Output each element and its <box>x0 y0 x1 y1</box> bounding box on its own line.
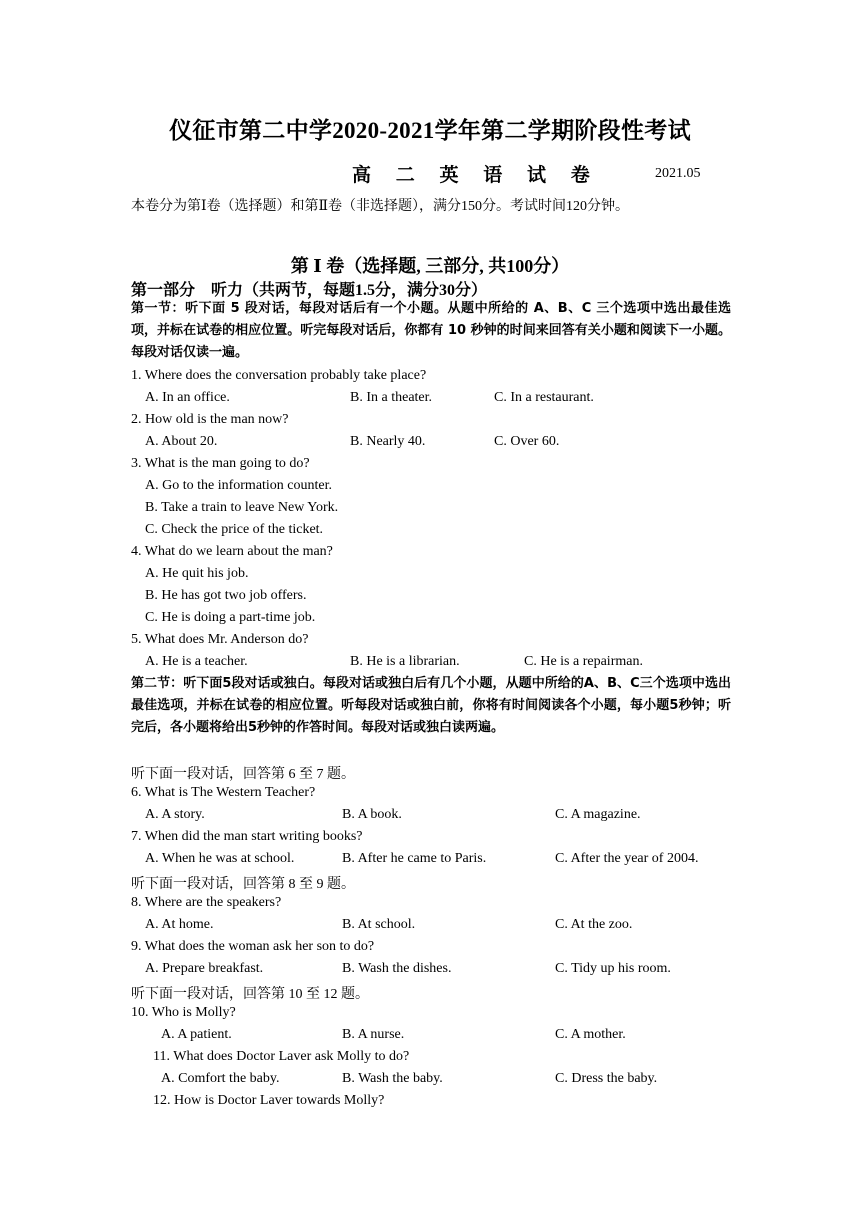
option-a: A. He is a teacher. <box>145 654 248 669</box>
option-b: B. A nurse. <box>342 1027 405 1042</box>
question-stem: 10. Who is Molly? <box>131 1005 236 1020</box>
listening-cue: 听下面一段对话，回答第 8 至 9 题。 <box>131 877 355 892</box>
option-b: B. Wash the dishes. <box>342 961 452 976</box>
section1-instruction: 第一节：听下面 5 段对话，每段对话后有一个小题。从题中所给的 A、B、C 三个选项中选出最佳选项，并标在试卷的相应位置。听完每段对话后，你都有 10 秒钟的时间来回答有关小题和阅读下一小题。每段对话仅读一遍。 <box>131 301 731 360</box>
option-a: A. About 20. <box>145 434 218 449</box>
question-stem: 6. What is The Western Teacher? <box>131 785 316 800</box>
option-c: C. At the zoo. <box>555 917 633 932</box>
listening-cue: 听下面一段对话，回答第 10 至 12 题。 <box>131 987 369 1002</box>
option-c: C. In a restaurant. <box>494 390 594 405</box>
option-c: C. After the year of 2004. <box>555 851 699 866</box>
option-b: B. Nearly 40. <box>350 434 426 449</box>
question-stem: 12. How is Doctor Laver towards Molly? <box>153 1093 385 1108</box>
option-b: B. Take a train to leave New York. <box>145 500 339 515</box>
option-b: B. In a theater. <box>350 390 433 405</box>
question-stem: 7. When did the man start writing books? <box>131 829 363 844</box>
option-c: C. Dress the baby. <box>555 1071 658 1086</box>
option-c: C. Over 60. <box>494 434 560 449</box>
exam-title: 仪征市第二中学2020-2021学年第二学期阶段性考试 <box>169 118 691 143</box>
part-title: 第一部分 听力（共两节，每题1.5分，满分30分） <box>131 282 488 299</box>
option-b: B. He is a librarian. <box>350 654 460 669</box>
option-a: A. Go to the information counter. <box>145 478 333 493</box>
exam-subtitle: 高 二 英 语 试 卷 <box>352 165 600 186</box>
option-b: B. At school. <box>342 917 416 932</box>
option-c: C. Check the price of the ticket. <box>145 522 324 537</box>
question-stem: 11. What does Doctor Laver ask Molly to do? <box>153 1049 410 1064</box>
option-c: C. A magazine. <box>555 807 641 822</box>
option-a: A. In an office. <box>145 390 230 405</box>
option-a: A. Comfort the baby. <box>161 1071 280 1086</box>
question-stem: 8. Where are the speakers? <box>131 895 282 910</box>
option-c: C. A mother. <box>555 1027 626 1042</box>
option-a: A. A story. <box>145 807 205 822</box>
option-a: A. When he was at school. <box>145 851 295 866</box>
option-c: C. He is a repairman. <box>524 654 643 669</box>
question-stem: 3. What is the man going to do? <box>131 456 310 471</box>
option-a: A. At home. <box>145 917 214 932</box>
option-a: A. Prepare breakfast. <box>145 961 264 976</box>
listening-cue: 听下面一段对话，回答第 6 至 7 题。 <box>131 767 355 782</box>
option-c: C. He is doing a part-time job. <box>145 610 316 625</box>
option-c: C. Tidy up his room. <box>555 961 671 976</box>
option-b: B. A book. <box>342 807 402 822</box>
question-stem: 1. Where does the conversation probably take place? <box>131 368 427 383</box>
question-stem: 4. What do we learn about the man? <box>131 544 333 559</box>
section-title: 第 Ⅰ 卷（选择题, 三部分, 共100分） <box>290 256 570 276</box>
option-b: B. After he came to Paris. <box>342 851 487 866</box>
option-a: A. A patient. <box>161 1027 232 1042</box>
question-stem: 9. What does the woman ask her son to do? <box>131 939 375 954</box>
question-stem: 5. What does Mr. Anderson do? <box>131 632 309 647</box>
section2-instruction: 第二节：听下面5段对话或独白。每段对话或独白后有几个小题，从题中所给的A、B、C三个选项中选出最佳选项，并标在试卷的相应位置。听每段对话或独白前，你将有时间阅读各个小题，每小题5秒钟；听完后，各小题将给出5秒钟的作答时间。每段对话或独白读两遍。 <box>131 676 731 735</box>
question-stem: 2. How old is the man now? <box>131 412 289 427</box>
exam-date: 2021.05 <box>655 166 701 181</box>
exam-intro: 本卷分为第Ⅰ卷（选择题）和第Ⅱ卷（非选择题），满分150分。考试时间120分钟。 <box>131 199 630 214</box>
option-b: B. Wash the baby. <box>342 1071 443 1086</box>
option-b: B. He has got two job offers. <box>145 588 307 603</box>
option-a: A. He quit his job. <box>145 566 249 581</box>
